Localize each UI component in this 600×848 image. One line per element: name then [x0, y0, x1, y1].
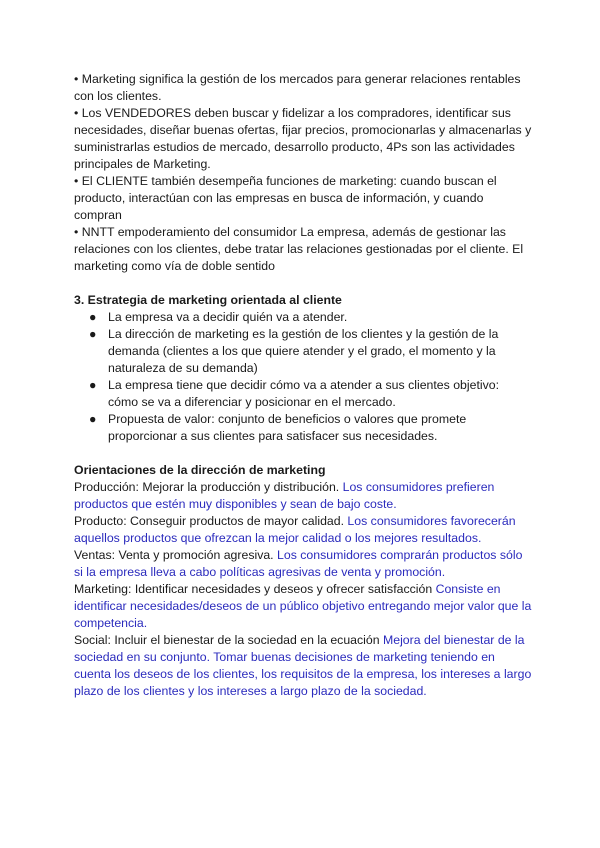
orientation-label: Social: Incluir el bienestar de la sociedad en la ecuación	[74, 633, 383, 647]
orientation-label: Marketing: Identificar necesidades y deseos y ofrecer satisfacción	[74, 582, 436, 596]
orientation-producto	[74, 513, 532, 547]
orientation-description: Los consumidores favorecerán aquellos productos que ofrezcan la mejor calidad o los mejores resultados.	[74, 514, 516, 545]
list-item-text: La empresa va a decidir quién va a atender.	[108, 310, 348, 324]
list-item-text: La dirección de marketing es la gestión de los clientes y la gestión de la demanda (clientes a los que quiere atender y el grado, el momento y la naturaleza de su demanda)	[108, 327, 499, 375]
list-item-text: Propuesta de valor: conjunto de beneficios o valores que promete proporcionar a sus clientes para satisfacer sus necesidades.	[108, 412, 467, 443]
intro-paragraph-marketing: • Marketing significa la gestión de los mercados para generar relaciones rentables con los clientes.	[74, 72, 521, 103]
orientations-heading: Orientaciones de la dirección de marketing	[74, 463, 326, 477]
strategy-bullet-list	[74, 309, 532, 445]
intro-paragraph-cliente: • El CLIENTE también desempeña funciones de marketing: cuando buscan el producto, interactúan con las empresas en busca de información, y cuando compran	[74, 174, 497, 222]
list-item	[74, 309, 532, 326]
bullet-icon: ●	[89, 310, 97, 324]
list-item	[74, 411, 532, 445]
list-item-text: La empresa tiene que decidir cómo va a atender a sus clientes objetivo: cómo se va a diferenciar y posicionar en el mercado.	[108, 378, 499, 409]
bullet-icon: ●	[89, 412, 97, 426]
orientation-produccion	[74, 479, 532, 513]
bullet-icon: ●	[89, 327, 97, 341]
orientation-description: Mejora del bienestar de la sociedad en su conjunto. Tomar buenas decisiones de marketing teniendo en cuenta los deseos de los clientes, los requisitos de la empresa, los intereses a largo plazo de los clientes y los intereses a largo plazo de la sociedad.	[74, 633, 532, 698]
orientation-social	[74, 632, 532, 700]
spacer	[74, 445, 532, 462]
bullet-icon: ●	[89, 378, 97, 392]
orientation-description: Los consumidores comprarán productos sólo si la empresa lleva a cabo políticas agresivas de venta y promoción.	[74, 548, 523, 579]
intro-paragraph-nntt: • NNTT empoderamiento del consumidor La empresa, además de gestionar las relaciones con los clientes, debe tratar las relaciones gestionadas por el cliente. El marketing como vía de doble sentido	[74, 225, 524, 273]
document-page	[74, 71, 532, 700]
orientation-ventas	[74, 547, 532, 581]
list-item	[74, 377, 532, 411]
orientation-description: Los consumidores prefieren productos que estén muy disponibles y sean de bajo coste.	[74, 480, 495, 511]
spacer	[74, 275, 532, 292]
list-item	[74, 326, 532, 377]
orientation-marketing	[74, 581, 532, 632]
section-heading: 3. Estrategia de marketing orientada al cliente	[74, 293, 342, 307]
orientation-label: Producción: Mejorar la producción y distribución.	[74, 480, 343, 494]
orientation-label: Ventas: Venta y promoción agresiva.	[74, 548, 278, 562]
orientation-description: Consiste en identificar necesidades/deseos de un público objetivo entregando mejor valor que la competencia.	[74, 582, 532, 630]
intro-paragraph-vendedores: • Los VENDEDORES deben buscar y fidelizar a los compradores, identificar sus necesidades, diseñar buenas ofertas, fijar precios, promocionarlas y almacenarlas y suministrarlas estudios de mercado, desarrollo producto, 4Ps son las actividades principales de Marketing.	[74, 106, 532, 171]
orientation-label: Producto: Conseguir productos de mayor calidad.	[74, 514, 348, 528]
